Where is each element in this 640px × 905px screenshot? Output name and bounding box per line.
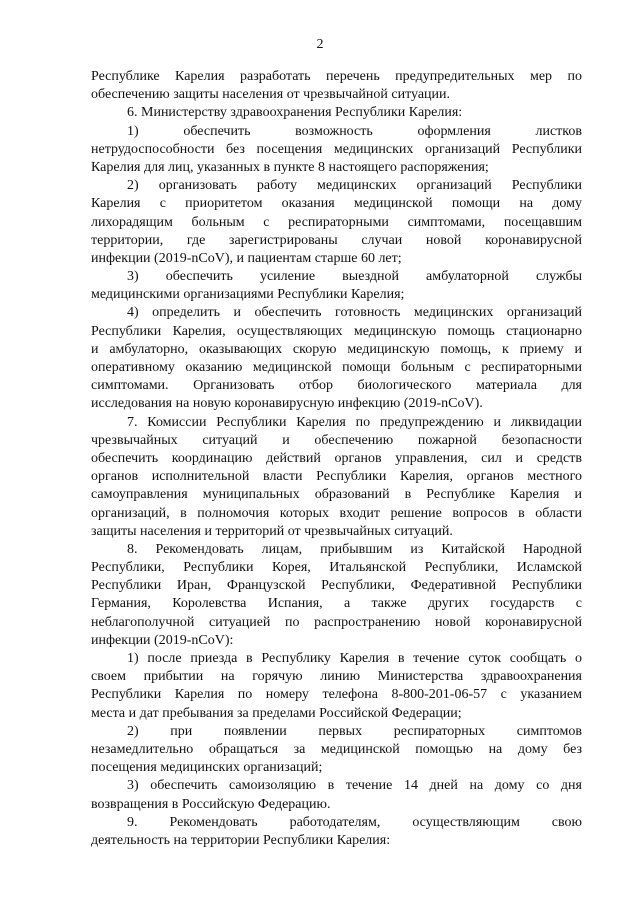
text-line: обеспечению защиты населения от чрезвычайной ситуации.	[91, 87, 451, 103]
text-line: Карелия с приоритетом оказания медицинской помощи на дому	[91, 196, 582, 212]
text-line: 9. Рекомендовать работодателям, осуществляющим свою	[127, 814, 582, 830]
text-line: самоуправления муниципальных образований в Республике Карелия и	[91, 487, 582, 503]
text-line: незамедлительно обращаться за медицинской помощью на дому без	[91, 741, 582, 757]
text-line: обеспечить координацию действий органов управления, сил и средств	[91, 450, 582, 466]
text-line: Республики Иран, Французской Республики, Федеративной Республики	[91, 578, 582, 594]
text-line: 3) обеспечить усиление выездной амбулаторной службы	[127, 269, 582, 285]
text-line: и амбулаторно, оказывающих скорую медицинскую помощь, к приему и	[91, 341, 582, 357]
document-body	[91, 68, 582, 850]
text-line: лихорадящим больным с респираторными симптомами, посещавшим	[91, 214, 582, 230]
text-line: 1) после приезда в Республику Карелия в течение суток сообщать о	[127, 651, 582, 666]
text-line: 2) при появлении первых респираторных симптомов	[127, 723, 582, 739]
text-line: организаций, в полномочия которых входит решение вопросов в области	[91, 505, 582, 521]
text-line: медицинскими организациями Республики Карелия;	[91, 287, 405, 303]
text-line: возвращения в Российскую Федерацию.	[91, 796, 331, 812]
page-number: 2	[316, 37, 324, 52]
text-line: защиты населения и территорий от чрезвычайных ситуаций.	[91, 523, 453, 539]
text-line: Карелия для лиц, указанных в пункте 8 настоящего распоряжения;	[91, 159, 489, 175]
text-line: 3) обеспечить самоизоляцию в течение 14 дней на дому со дня	[127, 778, 582, 794]
text-line: территории, где зарегистрированы случаи новой коронавирусной	[91, 232, 582, 248]
text-line: посещения медицинских организаций;	[91, 760, 323, 776]
text-line: 8. Рекомендовать лицам, прибывшим из Китайской Народной	[127, 541, 582, 557]
text-line: 4) определить и обеспечить готовность медицинских организаций	[127, 305, 582, 321]
text-line: инфекции (2019-nCoV), и пациентам старше 60 лет;	[91, 250, 402, 266]
text-line: чрезвычайных ситуаций и обеспечению пожарной безопасности	[91, 432, 582, 448]
text-line: оперативному оказанию медицинской помощи больным с респираторными	[91, 360, 582, 375]
text-line: 7. Комиссии Республики Карелия по предупреждению и ликвидации	[127, 414, 582, 430]
text-line: Республики Карелия по номеру телефона 8-800-201-06-57 с указанием	[91, 687, 582, 703]
text-line: инфекции (2019-nCoV):	[91, 632, 234, 648]
text-line: Республики Карелия, осуществляющих медицинскую помощь стационарно	[91, 323, 582, 339]
text-line: Республике Карелия разработать перечень предупредительных мер по	[91, 69, 582, 84]
text-line: деятельность на территории Республики Карелия:	[91, 832, 391, 848]
text-line: 2) организовать работу медицинских организаций Республики	[127, 178, 582, 194]
text-line: исследования на новую коронавирусную инфекцию (2019-nCoV).	[91, 396, 483, 412]
text-line: 1) обеспечить возможность оформления листков	[127, 123, 582, 139]
text-line: симптомами. Организовать отбор биологического материала для	[91, 378, 582, 394]
text-line: Республики, Республики Корея, Итальянской Республики, Исламской	[91, 560, 582, 576]
text-line: места и дат пребывания за пределами Российской Федерации;	[91, 705, 462, 721]
text-line: нетрудоспособности без посещения медицинских организаций Республики	[91, 141, 582, 157]
text-line: своем прибытии на горячую линию Министерства здравоохранения	[91, 669, 582, 685]
text-line: Германия, Королевства Испания, а также других государств с	[91, 596, 582, 612]
text-line: неблагополучной ситуацией по распространению новой коронавирусной	[91, 614, 582, 630]
text-line: 6. Министерству здравоохранения Республики Карелия:	[127, 105, 463, 121]
text-line: органов исполнительной власти Республики Карелия, органов местного	[91, 469, 582, 485]
